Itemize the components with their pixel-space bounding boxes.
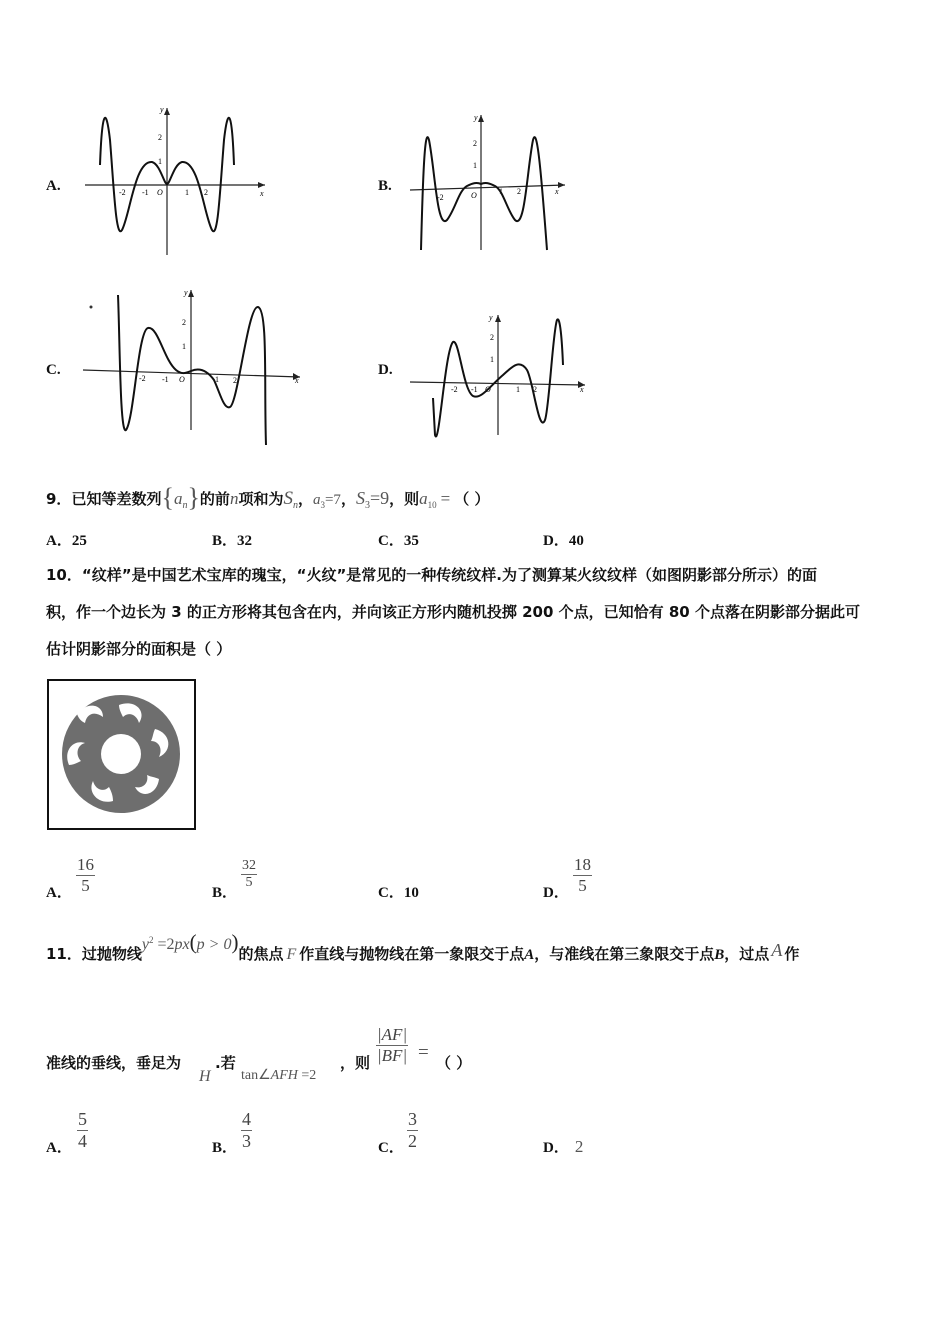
q10-option-a-fraction: [76, 855, 95, 896]
numerator: 18: [574, 855, 591, 874]
q11-option-b-fraction: [241, 1109, 252, 1152]
denominator: 5: [245, 875, 253, 890]
y-arrow: [164, 108, 170, 115]
option-c-label: C.: [46, 362, 61, 378]
q11-eq-px: px: [174, 936, 190, 953]
option-d-label: D.: [378, 362, 393, 378]
numerator: 16: [77, 855, 94, 874]
q11-ratio-fraction: [376, 1025, 408, 1066]
y-label: y: [160, 105, 164, 114]
q9-S-sub: n: [292, 500, 298, 511]
q11-eq-y: y: [141, 936, 149, 953]
q11-text: ，过点: [724, 945, 770, 963]
tick: 2: [533, 385, 537, 394]
q10-line-2: 积，作一个边长为 3 的正方形将其包含在内，并向该正方形内随机投掷 200 个点，已知恰有 80 个点落在阴影部分据此可: [46, 603, 860, 621]
graph-option-b: [405, 110, 575, 260]
q11-eq: =2: [153, 936, 175, 953]
tick: 1: [185, 188, 189, 197]
q11-A: A: [524, 947, 535, 963]
numerator: 5: [78, 1109, 87, 1129]
q11-option-c[interactable]: [378, 1136, 404, 1157]
numerator: 32: [242, 858, 256, 873]
q11-option-a[interactable]: [46, 1136, 72, 1157]
q9-option-c[interactable]: [378, 529, 419, 550]
origin: O: [471, 191, 477, 200]
option-label: C．: [378, 885, 404, 901]
option-label: B．: [212, 885, 238, 901]
numerator: 4: [242, 1109, 251, 1129]
q9-seq: a: [173, 489, 183, 508]
q9-S3: S: [355, 488, 365, 508]
q10-line-3: 估计阴影部分的面积是（ ）: [46, 640, 232, 658]
option-b-label: B.: [378, 178, 392, 194]
q11-eq2: =: [418, 1042, 429, 1063]
q9-number: 9．: [46, 490, 72, 508]
origin: O: [157, 188, 163, 197]
q9-seq-sub: n: [182, 500, 188, 511]
fire-pattern-figure: [47, 679, 197, 831]
tick: 2: [158, 133, 162, 142]
q9-comma: ，: [297, 490, 313, 508]
q11-eq-paren: ): [231, 930, 239, 954]
denominator: 5: [81, 876, 90, 895]
speck: [90, 306, 93, 309]
center-hole: [101, 734, 141, 774]
tick: 2: [490, 333, 494, 342]
q11-H: H: [199, 1068, 211, 1085]
q9-option-a[interactable]: [46, 529, 87, 550]
q11-tan-fn: tan∠: [241, 1068, 271, 1083]
tick: -1: [162, 375, 169, 384]
option-label: C．: [378, 1140, 404, 1156]
q11-line-1: [46, 930, 800, 965]
q11-tan-val: =2: [297, 1068, 317, 1083]
q10-line-1: 10．“纹样”是中国艺术宝库的瑰宝，“火纹”是常见的一种传统纹样.为了测算某火纹纹样（如图阴影部分所示）的面: [46, 566, 818, 584]
q9-n: n: [229, 489, 239, 508]
graph-option-c: [78, 285, 308, 450]
q9-text: 已知等差数列: [71, 490, 162, 508]
x-arrow: [558, 182, 565, 188]
denominator: 5: [578, 876, 587, 895]
tick: -1: [142, 188, 149, 197]
q9-option-d[interactable]: [543, 529, 584, 550]
x-arrow: [258, 182, 265, 188]
tick: 2: [233, 376, 237, 385]
tick: 1: [499, 187, 503, 196]
q11-number: 11．: [46, 945, 82, 963]
origin: O: [179, 375, 185, 384]
curve: [118, 295, 266, 445]
q9-S: S: [283, 488, 293, 509]
tick: -1: [471, 385, 478, 394]
denominator: 3: [242, 1131, 251, 1151]
q9-text: 的前: [199, 490, 230, 508]
tick: 1: [182, 342, 186, 351]
tick: -2: [451, 385, 458, 394]
q11-tan: [241, 1067, 316, 1084]
q10-option-b-fraction: [241, 858, 257, 891]
denominator: |BF|: [377, 1046, 408, 1065]
option-label: B．: [212, 533, 238, 549]
option-label: C．: [378, 533, 404, 549]
q11-text: 作直线与抛物线在第一象限交于点: [299, 945, 525, 963]
denominator: 4: [78, 1131, 87, 1151]
option-value: 25: [71, 533, 87, 549]
option-value: 10: [403, 885, 419, 901]
q11-eq-paren: (: [189, 930, 197, 954]
option-value: 40: [568, 533, 584, 549]
y-arrow: [495, 315, 501, 322]
y-label: y: [489, 313, 493, 322]
q11-option-b[interactable]: [212, 1136, 237, 1157]
y-arrow: [188, 290, 194, 297]
q11-B: B: [714, 947, 725, 963]
option-label: D．: [543, 1140, 569, 1156]
q11-option-d[interactable]: [543, 1136, 583, 1157]
q9-text: ，则: [389, 490, 420, 508]
tick: 1: [516, 385, 520, 394]
x-label: x: [580, 385, 584, 394]
q9-S3-sub: 3: [364, 500, 370, 511]
option-label: D．: [543, 533, 569, 549]
q11-F: F: [286, 946, 297, 963]
x-label: x: [555, 187, 559, 196]
option-label: D．: [543, 885, 569, 901]
tick: 2: [517, 187, 521, 196]
q9-eq: =: [440, 489, 451, 508]
q11-A2: A: [771, 940, 783, 960]
q11-eq-cond: p > 0: [196, 936, 232, 953]
q9-paren: （ ）: [454, 490, 490, 508]
q11-angle: AFH: [270, 1068, 298, 1083]
q9-text: 项和为: [238, 490, 284, 508]
tick: 1: [215, 375, 219, 384]
question-9: 9．已知等差数列$\{a_n\}$的前n项和为$S_n$，$a_3=7$，$S_3=9$，则$a_{10}$ = （ ）: [46, 483, 490, 512]
tick: -2: [139, 374, 146, 383]
q11-option-c-fraction: [407, 1109, 418, 1152]
y-label: y: [184, 288, 188, 297]
q11-text: 的焦点: [238, 945, 284, 963]
q9-a3: a: [312, 492, 321, 508]
option-a-label: A.: [46, 178, 61, 194]
option-label: A．: [46, 1140, 72, 1156]
q9-a10-sub: 10: [427, 500, 437, 510]
tick: 2: [473, 139, 477, 148]
q11-eq-sup: 2: [149, 935, 154, 945]
q10-option-c[interactable]: [378, 881, 419, 902]
q9-comma: ，: [340, 490, 356, 508]
option-value: 35: [403, 533, 419, 549]
tick: 1: [473, 161, 477, 170]
q11-line-2b: .若: [215, 1054, 236, 1072]
option-value: 32: [237, 533, 253, 549]
q10-option-b[interactable]: [212, 881, 237, 902]
y-label: y: [474, 113, 478, 122]
numerator: |AF|: [377, 1025, 408, 1044]
tick: -2: [119, 188, 126, 197]
option-label: A．: [46, 533, 72, 549]
q9-option-b[interactable]: [212, 529, 252, 550]
q11-option-a-fraction: [77, 1109, 88, 1152]
graph-option-d: [405, 310, 595, 450]
q11-line-2a: 准线的垂线，垂足为: [46, 1054, 182, 1072]
tick: 2: [204, 188, 208, 197]
q11-text: 过抛物线: [81, 945, 142, 963]
q11-paren: （ ）: [436, 1054, 472, 1072]
option-label: A．: [46, 885, 72, 901]
tick: 1: [490, 355, 494, 364]
q10-option-a[interactable]: [46, 881, 72, 902]
origin: O: [485, 385, 491, 394]
numerator: 3: [408, 1109, 417, 1129]
option-value: 2: [574, 1137, 584, 1156]
q10-option-d-fraction: [573, 855, 592, 896]
x-label: x: [295, 376, 299, 385]
tick: 2: [182, 318, 186, 327]
q11-text: ，与准线在第三象限交于点: [534, 945, 715, 963]
denominator: 2: [408, 1131, 417, 1151]
y-arrow: [478, 115, 484, 122]
q11-text: 作: [784, 945, 800, 963]
tick: -2: [437, 193, 444, 202]
q9-a3-sub: 3: [320, 500, 325, 510]
x-label: x: [260, 189, 264, 198]
q9-a3-val: =7: [324, 492, 341, 508]
q9-S3-val: =9: [369, 488, 390, 508]
q10-option-d[interactable]: [543, 881, 569, 902]
q11-line-2c: ，则: [340, 1054, 371, 1072]
option-label: B．: [212, 1140, 238, 1156]
tick: 1: [158, 157, 162, 166]
q9-a10: a: [419, 489, 428, 508]
graph-option-a: [80, 100, 270, 260]
